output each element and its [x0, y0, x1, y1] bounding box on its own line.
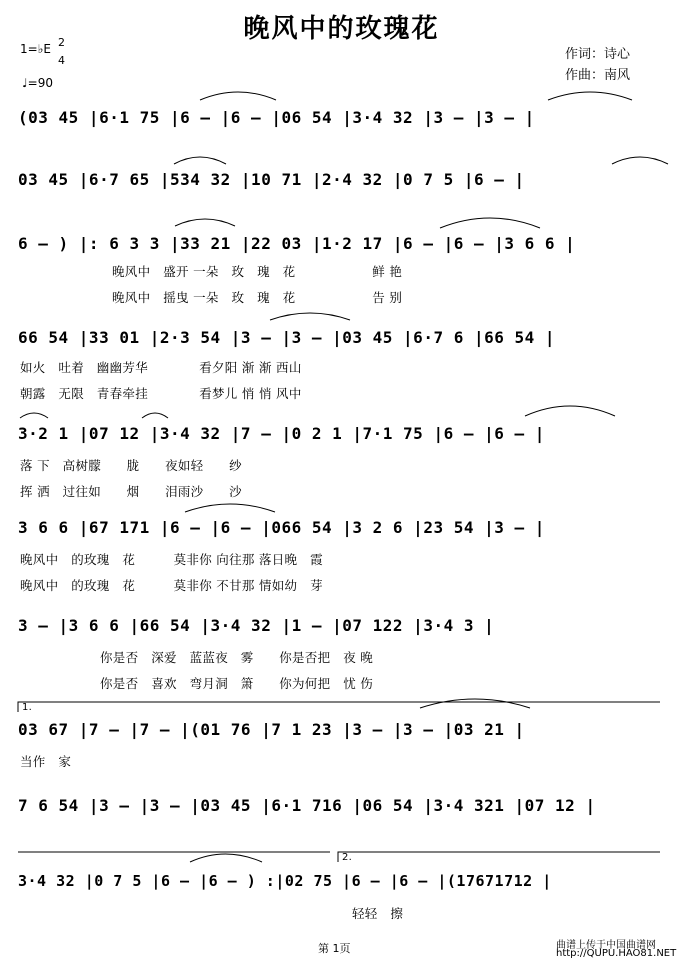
- score-system-3-lyric-2: 晚风中 摇曳 一朵 玫 瑰 花 告 别: [112, 290, 403, 305]
- key-signature: 1=♭E: [20, 42, 51, 56]
- time-signature-top: 2: [58, 36, 65, 49]
- score-system-6-lyric-1: 晚风中 的玫瑰 花 莫非你 向往那 落日晚 霞: [20, 552, 323, 567]
- score-system-4-lyric-2: 朝露 无限 青春牵挂 看梦儿 悄 悄 风中: [20, 386, 302, 401]
- tie-mark: [142, 413, 168, 418]
- score-system-7-lyric-1: 你是否 深爱 蓝蓝夜 雾 你是否把 夜 晚: [100, 650, 374, 665]
- score-system-2-notes: 03 45 |6·7 65 |534 32 |10 71 |2·4 32 |0 7 5 |6 – |: [18, 170, 525, 189]
- tie-mark: [175, 219, 235, 226]
- score-system-6-lyric-2: 晚风中 的玫瑰 花 莫非你 不甘那 情如幼 芽: [20, 578, 323, 593]
- tie-mark: [612, 157, 668, 164]
- score-system-7-lyric-2: 你是否 喜欢 弯月洞 箫 你为何把 忧 伤: [100, 676, 374, 691]
- first-ending-label: 1.: [22, 702, 33, 713]
- second-ending-label: 2.: [342, 852, 353, 863]
- tempo-marking: ♩=90: [22, 76, 53, 90]
- score-system-7-notes: 3 – |3 6 6 |66 54 |3·4 32 |1 – |07 122 |3·4 3 |: [18, 616, 495, 635]
- score-system-8-notes: 03 67 |7 – |7 – |(01 76 |7 1 23 |3 – |3 – |03 21 |: [18, 720, 525, 739]
- lyricist-credit: 作词：诗心: [565, 47, 631, 62]
- score-system-10-notes: 3·4 32 |0 7 5 |6 – |6 – ) :|02 75 |6 – |6 – |(17671712 |: [18, 872, 552, 890]
- score-system-5-lyric-2: 挥 洒 过往如 烟 泪雨沙 沙: [20, 484, 242, 499]
- page-number: 第 1页: [318, 942, 351, 955]
- score-system-9-notes: 7 6 54 |3 – |3 – |03 45 |6·1 716 |06 54 |3·4 321 |07 12 |: [18, 796, 596, 815]
- score-system-5-lyric-1: 落 下 高树朦 胧 夜如轻 纱: [20, 458, 242, 473]
- score-system-6-notes: 3 6 6 |67 171 |6 – |6 – |066 54 |3 2 6 |23 54 |3 – |: [18, 518, 545, 537]
- score-system-4-lyric-1: 如火 吐着 幽幽芳华 看夕阳 渐 渐 西山: [20, 360, 302, 375]
- tie-mark: [270, 313, 350, 320]
- tie-mark: [440, 218, 540, 228]
- score-system-3-notes: 6 – ) |: 6 3 3 |33 21 |22 03 |1·2 17 |6 – |6 – |3 6 6 |: [18, 234, 576, 253]
- tie-mark: [200, 92, 276, 100]
- second-ending-bracket: [338, 852, 660, 862]
- composer-credit: 作曲：南风: [565, 68, 631, 83]
- tie-mark: [174, 157, 226, 164]
- score-system-8-lyric-1: 当作 家: [20, 754, 72, 769]
- tie-mark: [185, 504, 275, 512]
- tie-mark: [548, 92, 632, 100]
- watermark-url: http://QUPU.HAO81.NET: [556, 948, 677, 959]
- tie-mark: [420, 699, 530, 708]
- time-signature-bottom: 4: [58, 54, 65, 67]
- score-system-4-notes: 66 54 |33 01 |2·3 54 |3 – |3 – |03 45 |6·7 6 |66 54 |: [18, 328, 556, 347]
- tie-mark: [20, 413, 48, 418]
- score-system-5-notes: 3·2 1 |07 12 |3·4 32 |7 – |0 2 1 |7·1 75 |6 – |6 – |: [18, 424, 545, 443]
- score-system-10-lyric-1: 轻轻 擦: [352, 906, 404, 921]
- score-system-1-notes: (03 45 |6·1 75 |6 – |6 – |06 54 |3·4 32 |3 – |3 – |: [18, 108, 535, 127]
- first-ending-bracket: [18, 702, 660, 712]
- watermark-site-name: 曲谱上传于中国曲谱网: [556, 940, 656, 951]
- tie-mark: [190, 854, 262, 862]
- score-title: 晚风中的玫瑰花: [243, 14, 440, 44]
- tie-mark: [525, 406, 615, 416]
- score-system-3-lyric-1: 晚风中 盛开 一朵 玫 瑰 花 鲜 艳: [112, 264, 403, 279]
